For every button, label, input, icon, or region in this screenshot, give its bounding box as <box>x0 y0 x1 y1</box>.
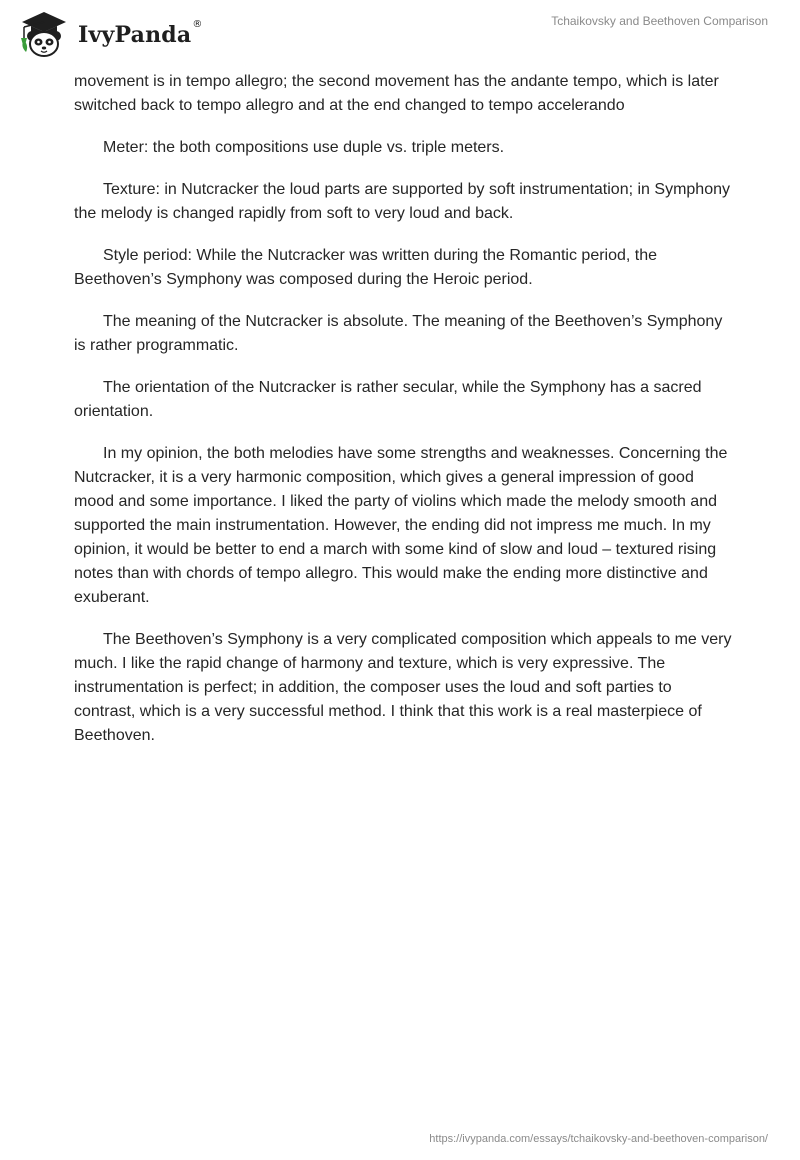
page-header <box>0 0 800 70</box>
paragraph-meter: Meter: the both compositions use duple vs. triple meters. <box>103 139 505 156</box>
essay-body <box>74 70 734 766</box>
ivypanda-logo[interactable] <box>14 8 202 60</box>
paragraph-texture: Texture: in Nutcracker the loud parts are supported by soft instrumentation; in Symphony the melody is changed rapidly from soft to very loud and back. <box>74 181 730 222</box>
paragraph-opinion-nutcracker: In my opinion, the both melodies have some strengths and weaknesses. Concerning the Nutcracker, it is a very harmonic composition, which gives a general impression of good mood and some importance. I liked the party of violins which made the melody smooth and supported the main instrumentation. However, the ending did not impress me much. In my opinion, it would be better to end a march with some kind of slow and loud – textured rising notes than with chords of tempo allegro. This would make the ending more distinctive and exuberant. <box>74 445 728 606</box>
paragraph-orientation: The orientation of the Nutcracker is rather secular, while the Symphony has a sacred orientation. <box>74 379 702 420</box>
document-title: Tchaikovsky and Beethoven Comparison <box>551 14 768 28</box>
brand-name: IvyPanda <box>78 22 192 48</box>
source-url[interactable]: https://ivypanda.com/essays/tchaikovsky-and-beethoven-comparison/ <box>429 1133 768 1145</box>
registered-mark: ® <box>192 18 203 30</box>
paragraph-meaning: The meaning of the Nutcracker is absolute. The meaning of the Beethoven’s Symphony is rather programmatic. <box>74 313 723 354</box>
panda-graduation-cap-icon <box>14 8 74 60</box>
paragraph-opinion-symphony: The Beethoven’s Symphony is a very complicated composition which appeals to me very much. I like the rapid change of harmony and texture, which is very expressive. The instrumentation is perfect; in addition, the composer uses the loud and soft parties to contrast, which is a very successful method. I think that this work is a real masterpiece of Beethoven. <box>74 631 732 744</box>
paragraph-style-period: Style period: While the Nutcracker was written during the Romantic period, the Beethoven’s Symphony was composed during the Heroic period. <box>74 247 658 288</box>
paragraph-continued: movement is in tempo allegro; the second movement has the andante tempo, which is later switched back to tempo allegro and at the end changed to tempo accelerando <box>74 73 719 114</box>
